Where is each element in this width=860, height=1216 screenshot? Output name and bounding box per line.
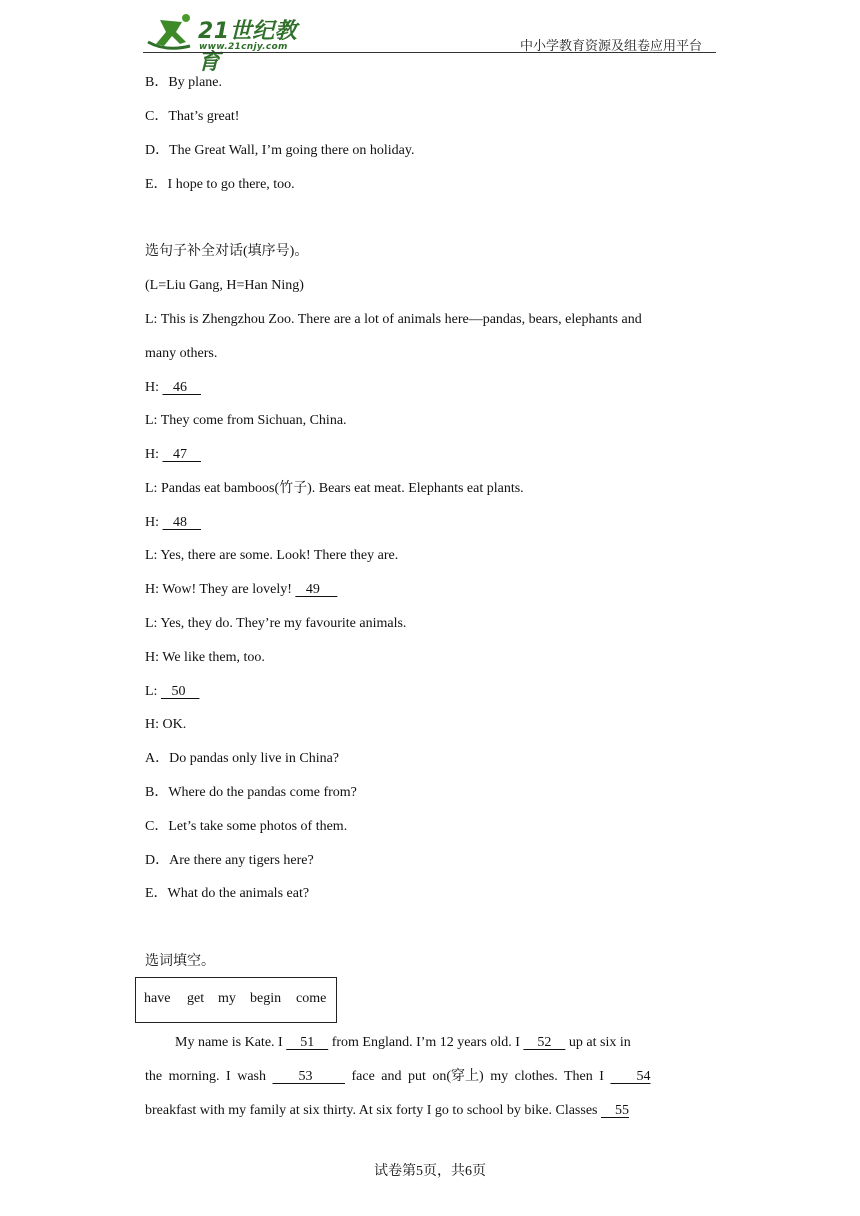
dialogue-line [145,378,201,398]
word-bank-item: get [187,991,205,1006]
dialogue-line: L: Pandas eat bamboos(竹子). Bears eat meat. Elephants eat plants. [145,481,524,496]
passage-line [175,1033,631,1053]
speaker-prefix: H: Wow! They are lovely! [145,582,296,597]
answer-blank-50[interactable]: 50 [160,684,200,699]
passage-text: the morning. I wash [145,1069,273,1084]
role-legend: (L=Liu Gang, H=Han Ning) [145,278,304,293]
dialogue-line: L: Yes, there are some. Look! There they are. [145,548,399,563]
speaker-prefix: L: [145,684,161,699]
answer-blank-51[interactable]: 51 [286,1035,329,1050]
dialogue-line: H: OK. [145,717,187,732]
word-bank-item: my [218,991,236,1006]
dialogue-line: L: This is Zhengzhou Zoo. There are a lot of animals here—pandas, bears, elephants and [145,312,642,327]
passage-text: face and put on(穿上) my clothes. Then I [344,1069,611,1084]
speaker-prefix: H: [145,515,163,530]
option-d: D．The Great Wall, I’m going there on holiday. [145,143,415,158]
dialogue-line [145,682,199,702]
dialogue-line: H: We like them, too. [145,650,265,665]
option-e: E．I hope to go there, too. [145,177,295,192]
speaker-prefix: H: [145,447,163,462]
word-bank [135,977,337,1023]
answer-blank-49[interactable]: 49 [295,582,338,597]
option-a: A．Do pandas only live in China? [145,751,340,766]
dialogue-line: L: Yes, they do. They’re my favourite animals. [145,616,407,631]
word-bank-item: begin [250,991,282,1006]
option-c: C．That’s great! [145,109,240,124]
passage-text: breakfast with my family at six thirty. At six forty I go to school by bike. Classes [145,1103,601,1118]
dialogue-line: many others. [145,346,218,361]
section-title: 选句子补全对话(填序号)。 [145,244,309,259]
word-bank-item: have [144,991,171,1006]
passage-line [145,1067,650,1087]
dialogue-line: L: They come from Sichuan, China. [145,413,347,428]
section-title: 选词填空。 [145,954,215,969]
answer-blank-54[interactable]: 54 [610,1069,651,1084]
passage-line [145,1101,629,1121]
dialogue-line [145,445,201,465]
site-logo [146,12,316,75]
answer-blank-46[interactable]: 46 [162,380,201,395]
page-footer: 试卷第5页，共6页 [374,1164,486,1179]
passage-text: My name is Kate. I [175,1035,287,1050]
option-e: E．What do the animals eat? [145,886,310,901]
dialogue-line [145,513,201,533]
runner-logo-icon [146,12,196,52]
platform-name: 中小学教育资源及组卷应用平台 [519,38,702,53]
option-c: C．Let’s take some photos of them. [145,819,348,834]
answer-blank-52[interactable]: 52 [523,1035,566,1050]
answer-blank-48[interactable]: 48 [162,515,201,530]
logo-text: 21世纪教育 [198,19,298,75]
answer-blank-47[interactable]: 47 [162,447,201,462]
answer-blank-53[interactable]: 53 [272,1069,345,1084]
option-b: B．Where do the pandas come from? [145,785,357,800]
logo-url: www.21cnjy.com [199,42,288,52]
passage-text: from England. I’m 12 years old. I [328,1035,524,1050]
speaker-prefix: H: [145,380,163,395]
option-b: B．By plane. [145,75,222,90]
passage-text: up at six in [565,1035,631,1050]
header-divider [143,52,716,53]
option-d: D．Are there any tigers here? [145,853,314,868]
dialogue-line [145,580,337,600]
word-bank-item: come [296,991,327,1006]
answer-blank-55[interactable]: 55 [600,1103,629,1118]
